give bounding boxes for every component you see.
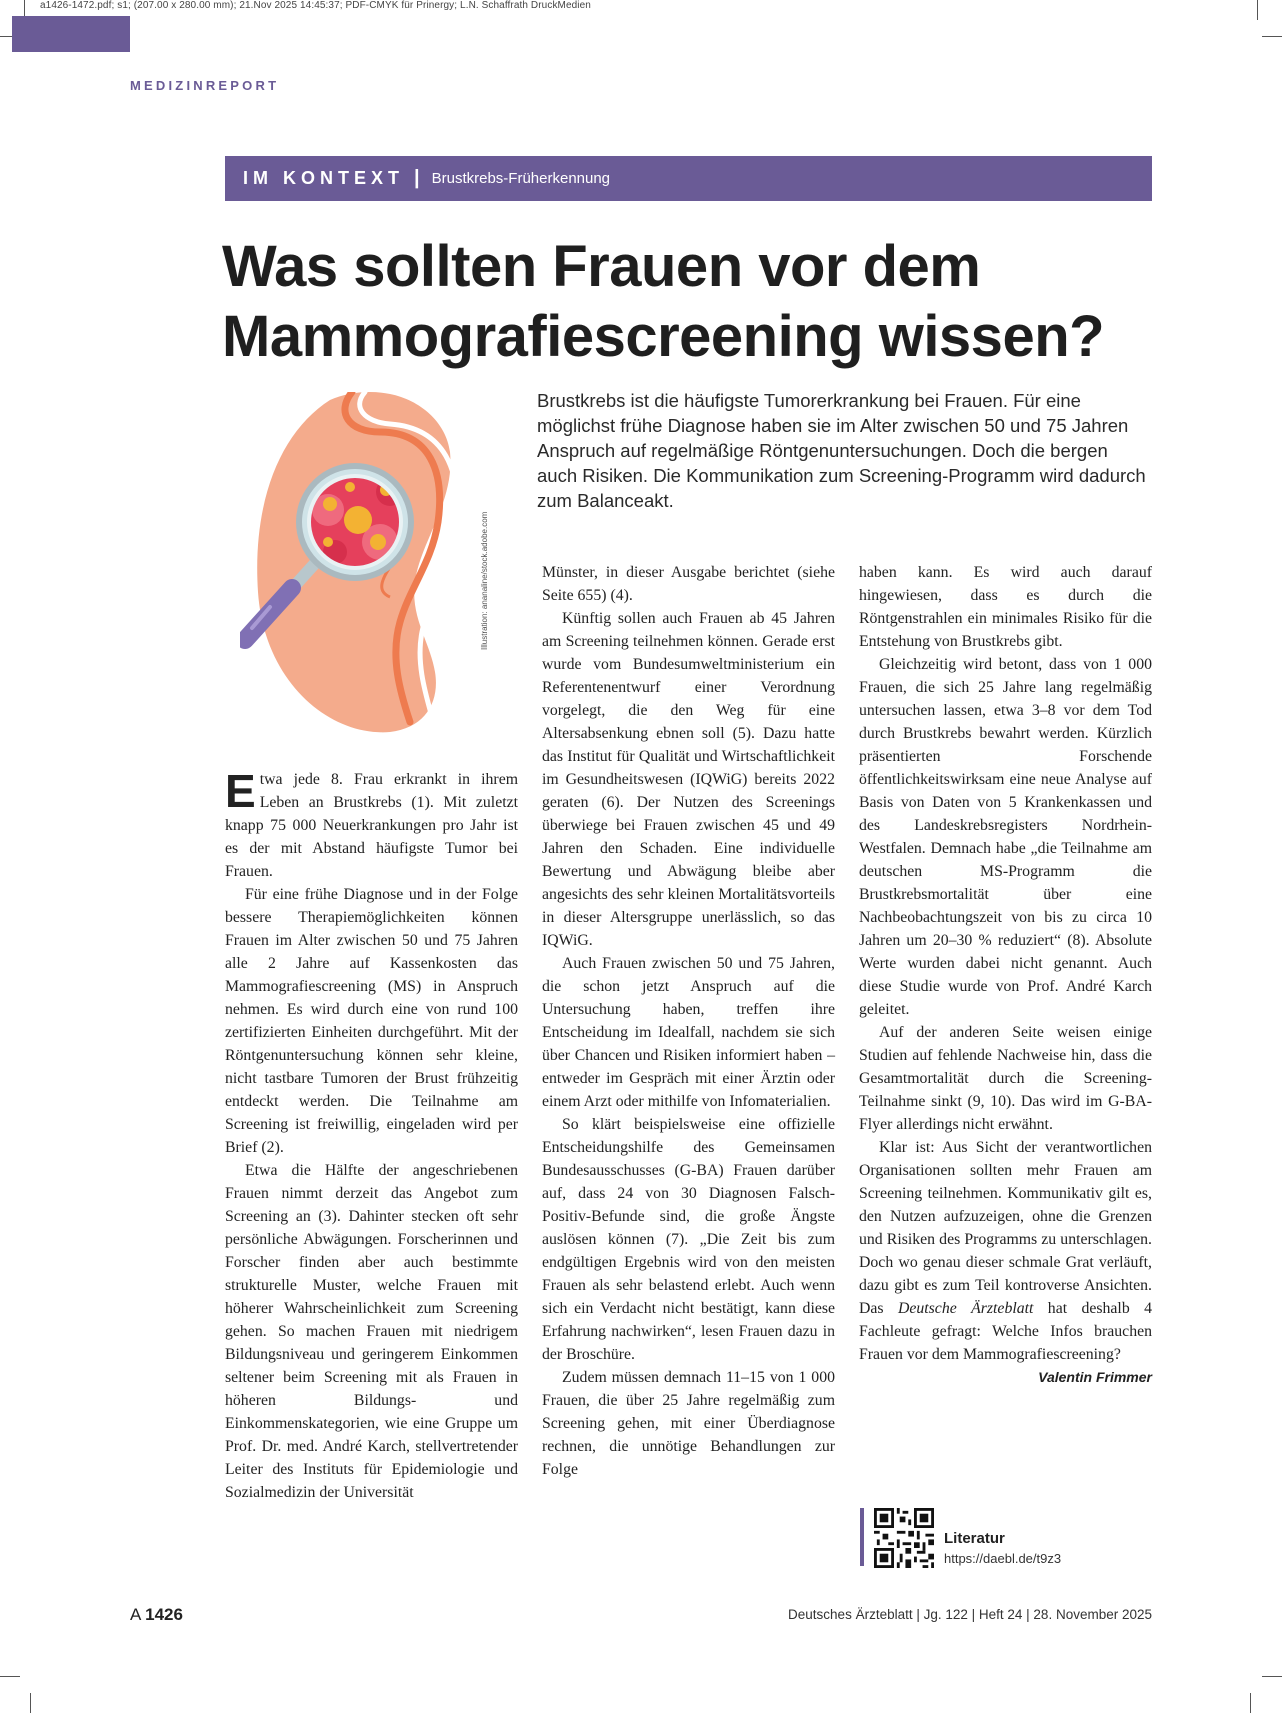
article-column-1 (225, 765, 518, 1504)
print-slug: a1426-1472.pdf; s1; (207.00 x 280.00 mm); 21.Nov 2025 14:45:37; PDF-CMYK für Prinergy; L.N. Schaffrath DruckMedien (40, 0, 591, 11)
crop-mark (1262, 1676, 1282, 1677)
headline-line-1: Was sollten Frauen vor dem (222, 234, 981, 299)
paragraph: So klärt beispielsweise eine offizielle Entscheidungshilfe des Gemeinsamen Bundesausschusses (G-BA) Frauen darüber auf, dass 24 von 30 Diagnosen Falsch-Positiv-Befunde sind, die große Ängste auslösen können (7). „Die Zeit bis zum endgültigen Ergebnis wird von den meisten Frauen als sehr belastend erlebt. Auch wenn sich ein Verdacht nicht bestätigt, kann diese Erfahrung nachwirken“, lesen Frauen dazu in der Broschüre. (542, 1116, 835, 1363)
paragraph: Auf der anderen Seite weisen einige Studien auf fehlende Nachweise hin, dass die Gesamtmortalität durch die Screening-Teilnahme sinkt (9, 10). Das wird im G-BA-Flyer allerdings nicht erwähnt. (859, 1024, 1152, 1133)
paragraph: haben kann. Es wird auch darauf hingewiesen, dass es durch die Röntgenstrahlen ein minimales Risiko für die Entstehung von Brustkrebs gibt. (859, 564, 1152, 650)
dropcap: E (225, 765, 256, 817)
banner-separator: | (414, 167, 420, 189)
headline-line-2: Mammografiescreening wissen? (222, 304, 1105, 369)
article-lead: Brustkrebs ist die häufigste Tumorerkrankung bei Frauen. Für eine möglichst frühe Diagnose haben sie im Alter zwischen 50 und 75 Jahren Anspruch auf regelmäßige Röntgenuntersuchungen. Doch die bergen auch Risiken. Die Kommunikation zum Screening-Programm wird dadurch zum Balanceakt. (537, 390, 1146, 511)
paragraph-text: Klar ist: Aus Sicht der verantwortlichen Organisationen sollten mehr Frauen am Screening teilnehmen. Kommunikativ gilt es, den Nutzen aufzuzeigen, ohne die Grenzen und Risiken des Programms zu unterschlagen. Doch wo genau dieser schmale Grat verläuft, dazu gibt es zum Teil kontroverse Ansichten. Das (859, 1139, 1152, 1317)
crop-mark (30, 1693, 31, 1713)
page-number (130, 1605, 183, 1625)
crop-mark (1250, 1693, 1251, 1713)
paragraph-text: twa jede 8. Frau erkrankt in ihrem Leben an Brustkrebs (1). Mit zuletzt knapp 75 000 Neuerkrankungen pro Jahr ist es der mit Abstand häufigste Tumor bei Frauen. (225, 771, 518, 880)
literature-label: Literatur (944, 1530, 1005, 1547)
section-label: MEDIZINREPORT (130, 78, 280, 93)
paragraph: Für eine frühe Diagnose und in der Folge bessere Therapiemöglichkeiten können Frauen im Alter zwischen 50 und 75 Jahren alle 2 Jahre auf Kassenkosten das Mammografiescreening (MS) in Anspruch nehmen. Es wird durch eine von rund 100 zertifizierten Einheiten durchgeführt. Mit der Röntgenuntersuchung können sehr kleine, nicht tastbare Tumoren der Brust frühzeitig entdeckt werden. Die Teilnahme am Screening ist freiwillig, eingeladen wird per Brief (2). (225, 886, 518, 1156)
crop-mark (1262, 36, 1282, 37)
paragraph: Etwa die Hälfte der angeschriebenen Frauen nimmt derzeit das Angebot zum Screening an (3). Dahinter stecken oft sehr persönliche Abwägungen. Forscherinnen und Forscher finden aber auch bestimmte strukturelle Muster, welche Frauen mit höherer Wahrscheinlichkeit zum Screening gehen. So machen Frauen mit niedrigem Bildungsniveau und geringerem Einkommen seltener beim Screening mit als Frauen in höheren Bildungs- und Einkommenskategorien, wie eine Gruppe um Prof. Dr. med. André Karch, stellvertretender Leiter des Instituts für Epidemiologie und Sozialmedizin der Universität (225, 1162, 518, 1501)
banner-topic: Brustkrebs-Früherkennung (431, 170, 611, 187)
illustration-credit-text: Illustration: ananaline/stock.adobe.com (480, 511, 489, 650)
paragraph-text: hat deshalb 4 Fachleute gefragt: Welche Infos brauchen Frauen vor dem Mammografiescreening? (859, 1300, 1152, 1363)
journal-name: Deutsche Ärzteblatt (897, 1300, 1034, 1317)
paragraph: Künftig sollen auch Frauen ab 45 Jahren am Screening teilnehmen können. Gerade erst wurde vom Bundesumweltministerium ein Referentenentwurf einer Verordnung vorgelegt, die den Weg für eine Altersabsenkung ebnen soll (5). Dazu hatte das Institut für Qualität und Wirtschaftlichkeit im Gesundheitswesen (IQWiG) bereits 2022 geraten (6). Der Nutzen des Screenings überwiege bei Frauen zwischen 45 und 49 Jahren den Schaden. Eine individuelle Bewertung und Abwägung bleibe aber angesichts des sehr kleinen Mortalitätsvorteils in dieser Altersgruppe unerlässlich, so das IQWiG. (542, 610, 835, 949)
page-prefix: A (130, 1605, 141, 1624)
illustration-credit (480, 500, 500, 650)
page-number-value: 1426 (145, 1605, 183, 1624)
literature-link[interactable]: https://daebl.de/t9z3 (944, 1551, 1062, 1566)
article-headline (222, 232, 1162, 372)
paragraph: Gleichzeitig wird betont, dass von 1 000 Frauen, die sich 25 Jahre lang regelmäßig untersuchen lassen, etwa 3–8 vor dem Tod durch Brustkrebs bewahrt werden. Kürzlich präsentierten Forschende öffentlichkeitswirksam eine neue Analyse auf Basis von Daten von 5 Krankenkassen und des Landeskrebsregisters Nordrhein-Westfalen. Demnach habe „die Teilnahme am deutschen MS-Programm die Brustkrebsmortalität über eine Nachbeobachtungszeit von bis zu circa 10 Jahren um 20–30 % reduziert“ (8). Absolute Werte wurden dabei nicht genannt. Auch diese Studie wurde von Prof. André Karch geleitet. (859, 656, 1152, 1018)
qr-code-icon[interactable] (874, 1508, 934, 1568)
paragraph: Zudem müssen demnach 11–15 von 1 000 Frauen, die über 25 Jahre regelmäßig zum Screening gehen, mit einer Überdiagnose rechnen, die unnötige Behandlungen zur Folge (542, 1369, 835, 1478)
article-column-3 (859, 561, 1152, 1389)
breast-magnifier-illustration (240, 392, 470, 747)
crop-mark (0, 1676, 20, 1677)
context-banner (225, 156, 1152, 201)
article-column-2 (542, 561, 835, 1481)
banner-kicker: IM KONTEXT (243, 168, 404, 188)
author-name: Valentin Frimmer (1038, 1369, 1152, 1385)
crop-mark (1257, 0, 1258, 20)
paragraph: Auch Frauen zwischen 50 und 75 Jahren, die schon jetzt Anspruch auf die Untersuchung haben, treffen ihre Entscheidung im Idealfall, nachdem sie sich über Chancen und Risiken informiert haben – entweder im Gespräch mit einer Ärztin oder einem Arzt oder mithilfe von Infomaterialien. (542, 955, 835, 1110)
journal-info: Deutsches Ärzteblatt | Jg. 122 | Heft 24 | 28. November 2025 (788, 1607, 1152, 1622)
paragraph: Münster, in dieser Ausgabe berichtet (siehe Seite 655) (4). (542, 564, 835, 604)
literature-bar (860, 1508, 864, 1566)
paragraph (225, 765, 518, 883)
paragraph (859, 1136, 1152, 1385)
section-tab (12, 16, 130, 52)
